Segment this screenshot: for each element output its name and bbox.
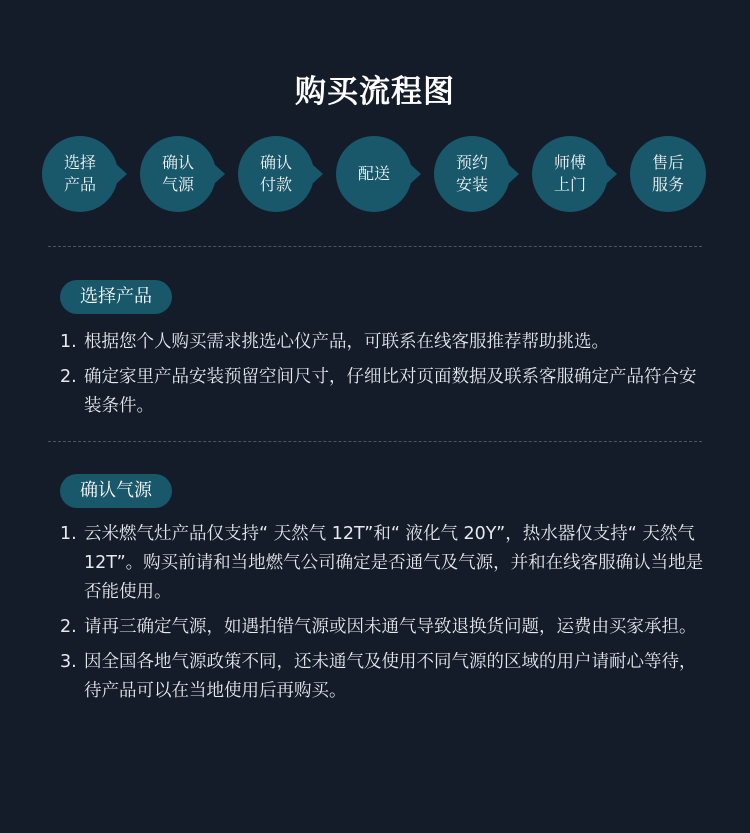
list-item-text: 因全国各地气源政策不同，还未通气及使用不同气源的区域的用户请耐心等待，待产品可以在当地使用后再购买。 xyxy=(84,652,697,701)
page-title: 购买流程图 xyxy=(295,74,455,110)
flow-step-after-sales xyxy=(630,136,706,212)
list-item xyxy=(60,613,710,642)
flow-step-label: 上门 xyxy=(553,175,586,194)
list-item xyxy=(60,648,710,706)
flow-step-label: 选择 xyxy=(63,153,96,172)
list-item-number: 1. xyxy=(60,332,77,352)
flow-step-label: 确认 xyxy=(259,153,292,172)
flow-step-delivery xyxy=(336,136,412,212)
arrow-right-icon xyxy=(606,164,617,184)
flow-step-confirm-gas xyxy=(140,136,216,212)
flow-step-label: 师傅 xyxy=(553,153,586,172)
dashed-divider xyxy=(48,246,702,247)
arrow-right-icon xyxy=(312,164,323,184)
flow-step-label: 预约 xyxy=(455,153,488,172)
section-tag-confirm-gas: 确认气源 xyxy=(60,474,172,508)
flow-step-label: 配送 xyxy=(357,164,390,183)
flow-step-confirm-payment xyxy=(238,136,314,212)
flow-step-label: 付款 xyxy=(259,175,292,194)
list-item-number: 2. xyxy=(60,367,77,387)
flow-step-technician-visit xyxy=(532,136,608,212)
flow-step-book-install xyxy=(434,136,510,212)
list-item-text: 根据您个人购买需求挑选心仪产品，可联系在线客服推荐帮助挑选。 xyxy=(84,332,609,352)
purchase-flow xyxy=(0,136,750,212)
select-product-list xyxy=(60,328,710,427)
flow-step-label: 售后 xyxy=(651,153,684,172)
list-item-text: 云米燃气灶产品仅支持“ 天然气 12T”和“ 液化气 20Y”，热水器仅支持“ 天然气 12T”。购买前请和当地燃气公司确定是否通气及气源，并和在线客服确认当地是否能使用。 xyxy=(84,524,704,602)
confirm-gas-list xyxy=(60,520,710,712)
section-tag-select-product: 选择产品 xyxy=(60,280,172,314)
arrow-right-icon xyxy=(410,164,421,184)
dashed-divider xyxy=(48,441,702,442)
list-item-number: 1. xyxy=(60,524,77,544)
arrow-right-icon xyxy=(214,164,225,184)
flow-step-label: 确认 xyxy=(161,153,194,172)
list-item-text: 确定家里产品安装预留空间尺寸，仔细比对页面数据及联系客服确定产品符合安装条件。 xyxy=(84,367,697,416)
arrow-right-icon xyxy=(116,164,127,184)
flow-step-select-product xyxy=(42,136,118,212)
list-item-number: 2. xyxy=(60,617,77,637)
list-item xyxy=(60,328,710,357)
arrow-right-icon xyxy=(508,164,519,184)
flow-step-label: 安装 xyxy=(455,175,488,194)
flow-step-label: 产品 xyxy=(63,175,96,194)
list-item-text: 请再三确定气源，如遇拍错气源或因未通气导致退换货问题，运费由买家承担。 xyxy=(84,617,697,637)
list-item-number: 3. xyxy=(60,652,77,672)
flow-step-label: 气源 xyxy=(161,175,194,194)
list-item xyxy=(60,520,710,607)
list-item xyxy=(60,363,710,421)
flow-step-label: 服务 xyxy=(651,175,684,194)
